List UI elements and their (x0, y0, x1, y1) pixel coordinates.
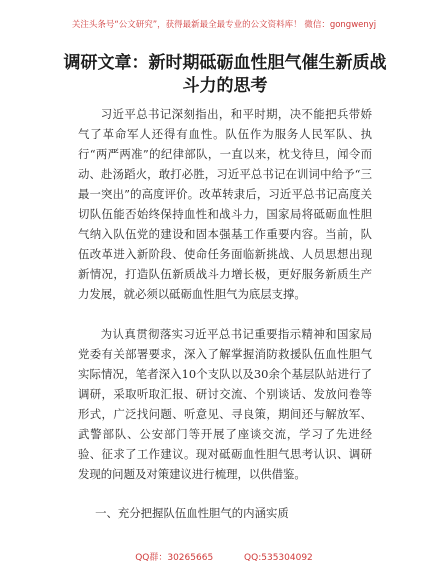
footer (0, 550, 448, 563)
document-title: 调研文章：新时期砥砺血性胆气催生新质战斗力的思考 (63, 53, 387, 96)
top-banner: 关注头条号“公文研究”，获得最新最全最专业的公文资料库！ 微信：gongwenyj (71, 20, 377, 30)
paragraph-1: 习近平总书记深刻指出，和平时期，决不能把兵带娇气了革命军人还得有血性。队伍作为服务人民军队、执行“两严两准”的纪律部队，一直以来，枕戈待旦，闻令而动、赴汤蹈火，敢打必胜，习近平总书记在训词中给予“三最一突出”的高度评价。改革转隶后，习近平总书记高度关切队伍能否始终保持血性和战斗力，国家局将砥砺血性胆气纳入队伍党的建设和固本强基工作重要内容。当前，队伍改革进入新阶段、使命任务面临新挑战、人员思想出现新情况，打造队伍新质战斗力增长极，更好服务新质生产力发展，就必须以砥砺血性胆气为底层支撑。 (78, 107, 372, 301)
paragraph-2: 为认真贯彻落实习近平总书记重要指示精神和国家局党委有关部署要求，深入了解掌握消防救援队伍血性胆气实际情况，笔者深入10个支队以及30余个基层队站进行了调研，采取听取汇报、研讨交流、个别谈话、发放问卷等形式，广泛找问题、听意见、寻良策，期间还与解放军、武警部队、公安部门等开展了座谈交流，学习了先进经验、征求了工作建议。现对砥砺血性胆气思考认识、调研发现的问题及对策建议进行梳理，以供借鉴。 (78, 327, 372, 481)
section-heading: 一、充分把握队伍血性胆气的内涵实质 (95, 506, 289, 520)
footer-qq-group: QQ群：30265665 (135, 553, 214, 563)
footer-qq: QQ:535304092 (244, 553, 313, 563)
